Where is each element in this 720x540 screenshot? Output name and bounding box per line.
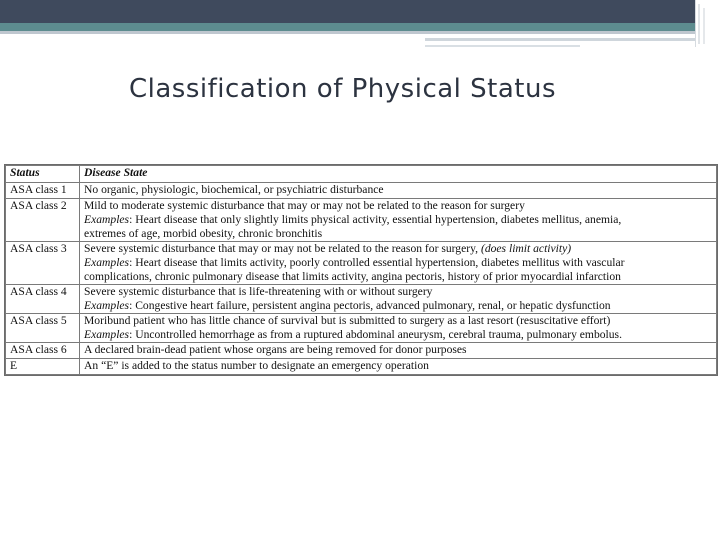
examples-label: Examples xyxy=(84,213,130,226)
examples-label: Examples xyxy=(84,299,130,312)
disease-state-text: complications, chronic pulmonary disease that limits activity, angina pectoris, history of prior myocardial infarction xyxy=(84,270,621,283)
header-corner-mark xyxy=(703,8,705,44)
asa-table xyxy=(5,165,717,375)
table-row xyxy=(6,183,717,199)
status-cell: E xyxy=(6,359,80,375)
asa-classification-table xyxy=(4,164,718,376)
header-status: Status xyxy=(6,166,80,183)
table-row xyxy=(6,242,717,285)
status-cell: ASA class 6 xyxy=(6,343,80,359)
disease-state-line xyxy=(84,314,712,328)
table-row xyxy=(6,199,717,242)
disease-state-line xyxy=(84,183,712,197)
status-cell: ASA class 5 xyxy=(6,314,80,343)
disease-state-text: : Congestive heart failure, persistent angina pectoris, advanced pulmonary, renal, or hepatic dysfunction xyxy=(129,299,611,312)
disease-state-text: An “E” is added to the status number to designate an emergency operation xyxy=(84,359,429,372)
disease-state-line xyxy=(84,242,712,256)
disease-state-cell xyxy=(80,183,717,199)
disease-state-cell xyxy=(80,343,717,359)
disease-state-line xyxy=(84,359,712,373)
disease-state-cell xyxy=(80,359,717,375)
disease-state-line xyxy=(84,285,712,299)
status-cell: ASA class 3 xyxy=(6,242,80,285)
disease-state-line xyxy=(84,256,712,270)
disease-state-text: : Uncontrolled hemorrhage as from a ruptured abdominal aneurysm, cerebral trauma, pulmonary embolus. xyxy=(129,328,622,341)
disease-state-text: extremes of age, morbid obesity, chronic bronchitis xyxy=(84,227,323,240)
header-band-gray xyxy=(0,31,720,34)
status-cell: ASA class 1 xyxy=(6,183,80,199)
activity-note: (does limit activity) xyxy=(478,242,572,255)
disease-state-text: Mild to moderate systemic disturbance that may or may not be related to the reason for surgery xyxy=(84,199,525,212)
status-cell: ASA class 2 xyxy=(6,199,80,242)
disease-state-text: : Heart disease that limits activity, poorly controlled essential hypertension, diabetes mellitus with vascular xyxy=(129,256,625,269)
disease-state-line xyxy=(84,299,712,313)
disease-state-text: A declared brain-dead patient whose organs are being removed for donor purposes xyxy=(84,343,467,356)
disease-state-text: No organic, physiologic, biochemical, or psychiatric disturbance xyxy=(84,183,384,196)
disease-state-cell xyxy=(80,314,717,343)
disease-state-line xyxy=(84,213,712,227)
disease-state-line xyxy=(84,270,712,284)
disease-state-text: Severe systemic disturbance that may or may not be related to the reason for surgery, xyxy=(84,242,479,255)
header-accent-line xyxy=(425,38,695,41)
header-corner-mark xyxy=(698,4,700,44)
header-accent-line-short xyxy=(425,45,580,47)
examples-label: Examples xyxy=(84,256,130,269)
disease-state-text: Moribund patient who has little chance of survival but is submitted to surgery as a last resort (resuscitative effort) xyxy=(84,314,611,327)
table-row xyxy=(6,285,717,314)
disease-state-text: : Heart disease that only slightly limits physical activity, essential hypertension, diabetes mellitus, anemia, xyxy=(129,213,622,226)
status-cell: ASA class 4 xyxy=(6,285,80,314)
table-row xyxy=(6,359,717,375)
table-body xyxy=(6,183,717,375)
disease-state-cell xyxy=(80,242,717,285)
disease-state-cell xyxy=(80,285,717,314)
disease-state-cell xyxy=(80,199,717,242)
header-band-teal xyxy=(0,23,720,31)
table-header-row xyxy=(6,166,717,183)
table-row xyxy=(6,343,717,359)
header-disease-state: Disease State xyxy=(80,166,717,183)
disease-state-line xyxy=(84,328,712,342)
disease-state-line xyxy=(84,227,712,241)
examples-label: Examples xyxy=(84,328,130,341)
table-row xyxy=(6,314,717,343)
disease-state-text: Severe systemic disturbance that is life-threatening with or without surgery xyxy=(84,285,433,298)
disease-state-line xyxy=(84,199,712,213)
disease-state-line xyxy=(84,343,712,357)
header-band-dark xyxy=(0,0,720,23)
page-title: Classification of Physical Status xyxy=(129,74,557,104)
